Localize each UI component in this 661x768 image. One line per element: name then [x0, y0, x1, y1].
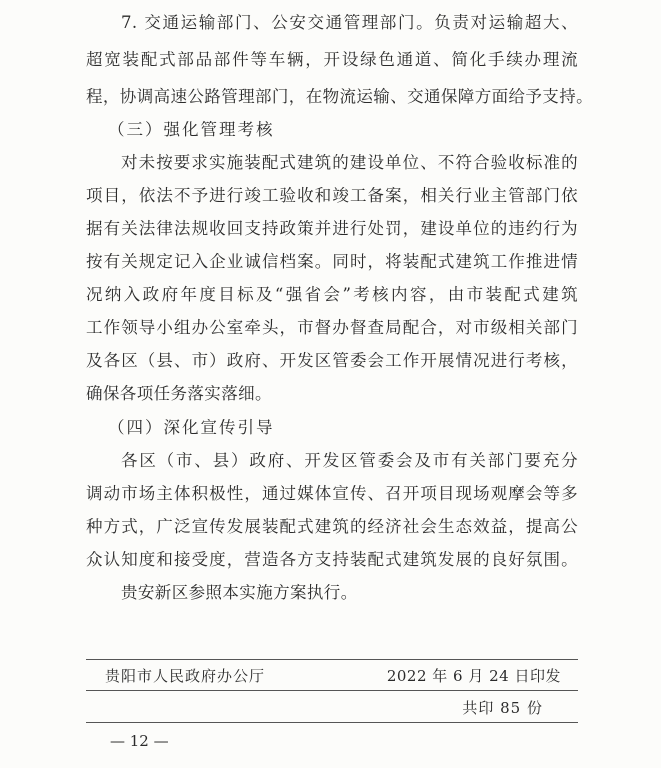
paragraph-line: 调动市场主体积极性，通过媒体宣传、召开项目现场观摩会等多	[86, 484, 578, 503]
page-number: — 12 —	[110, 732, 169, 750]
issuer-name: 贵阳市人民政府办公厅	[105, 667, 266, 685]
paragraph-line: 各区（市、县）政府、开发区管委会及市有关部门要充分	[121, 451, 578, 470]
issue-date: 2022 年 6 月 24 日印发	[386, 667, 561, 685]
section-heading-3: （三）强化管理考核	[108, 120, 275, 139]
paragraph-line: 按有关规定记入企业诚信档案。同时，将装配式建筑工作推进情	[86, 252, 578, 271]
footer-top-rule	[86, 659, 578, 660]
paragraph-line: 7. 交通运输部门、公安交通管理部门。负责对运输超大、	[121, 13, 578, 32]
paragraph-line: 超宽装配式部品部件等车辆，开设绿色通道、简化手续办理流	[86, 50, 578, 69]
paragraph-line: 及各区（县、市）政府、开发区管委会工作开展情况进行考核，	[86, 351, 578, 370]
paragraph-line: 工作领导小组办公室牵头，市督办督查局配合，对市级相关部门	[86, 318, 578, 337]
paragraph-line: 种方式，广泛宣传发展装配式建筑的经济社会生态效益，提高公	[86, 517, 578, 536]
paragraph-line: 项目，依法不予进行竣工验收和竣工备案，相关行业主管部门依	[86, 186, 578, 205]
paragraph-line: 况纳入政府年度目标及“强省会”考核内容，由市装配式建筑	[86, 285, 578, 304]
paragraph-line: 据有关法律法规收回支持政策并进行处罚，建设单位的违约行为	[86, 219, 578, 238]
paragraph-line: 确保各项任务落实落细。	[86, 384, 272, 403]
footer-middle-rule	[86, 690, 578, 691]
print-copies: 共印 85 份	[462, 699, 543, 717]
paragraph-line: 贵安新区参照本实施方案执行。	[121, 583, 358, 602]
paragraph-line: 众认知度和接受度，营造各方支持装配式建筑发展的良好氛围。	[86, 550, 578, 569]
paragraph-line: 对未按要求实施装配式建筑的建设单位、不符合验收标准的	[121, 153, 578, 172]
footer-bottom-rule	[86, 722, 578, 723]
paragraph-line: 程，协调高速公路管理部门，在物流运输、交通保障方面给予支持。	[86, 87, 593, 106]
section-heading-4: （四）深化宣传引导	[108, 418, 275, 437]
